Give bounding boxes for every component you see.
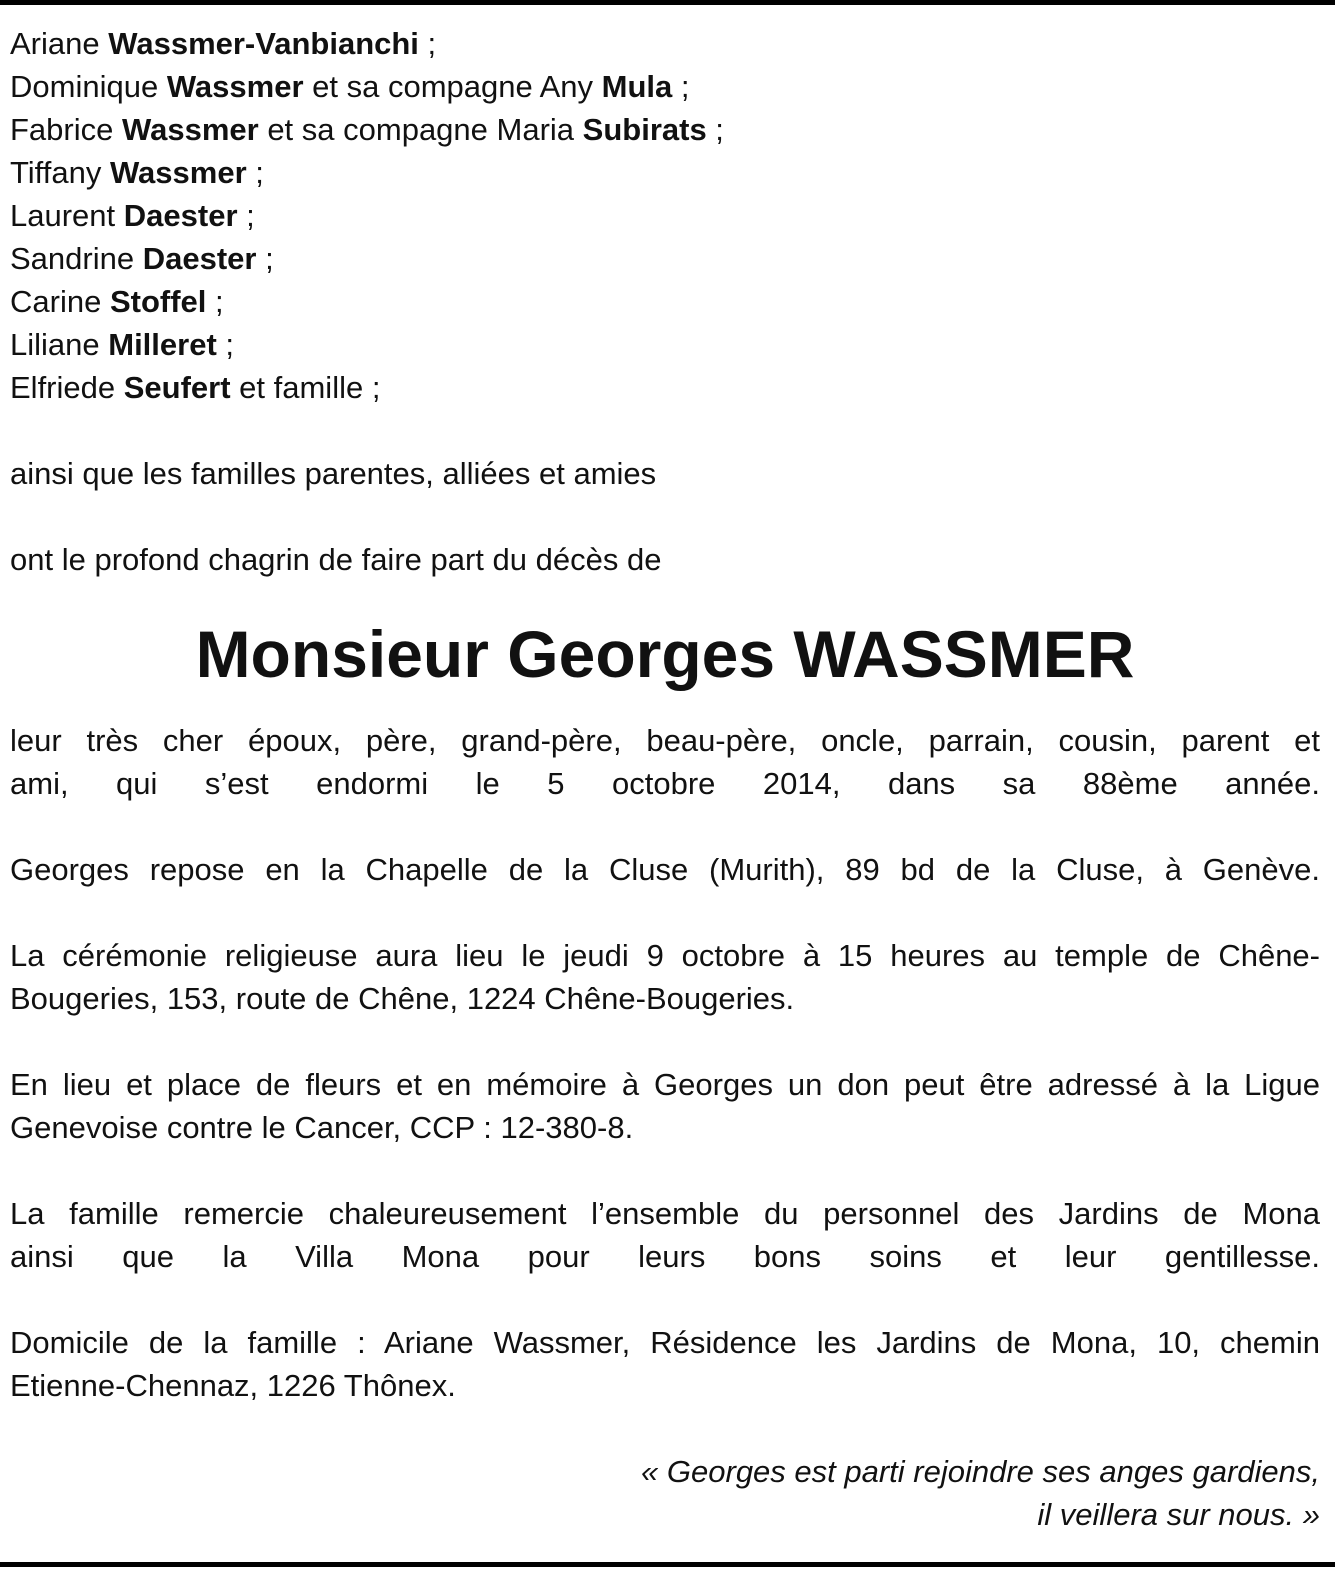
obituary-notice — [10, 22, 1320, 1536]
family-member: Sandrine Daester ; — [10, 241, 274, 276]
ceremony-paragraph-line: Bougeries, 153, route de Chêne, 1224 Chêne-Bougeries. — [10, 981, 795, 1016]
family-member: Carine Stoffel ; — [10, 284, 224, 319]
domicile-paragraph-line: Domicile de la famille : Ariane Wassmer, Résidence les Jardins de Mona, 10, chemin — [10, 1325, 1320, 1360]
closing-quote-line: « Georges est parti rejoindre ses anges gardiens, — [641, 1454, 1320, 1489]
bottom-rule — [0, 1562, 1335, 1567]
family-list — [10, 22, 1320, 409]
top-rule — [0, 0, 1335, 5]
deceased-name: Monsieur Georges WASSMER — [195, 617, 1135, 691]
allies-line: ainsi que les familles parentes, alliées et amies — [10, 456, 657, 491]
closing-quote-line: il veillera sur nous. » — [1037, 1497, 1320, 1532]
family-member: Laurent Daester ; — [10, 198, 255, 233]
repose-paragraph: Georges repose en la Chapelle de la Cluse (Murith), 89 bd de la Cluse, à Genève. — [10, 852, 1320, 887]
donation-paragraph-line: Genevoise contre le Cancer, CCP : 12-380-8. — [10, 1110, 634, 1145]
family-member: Liliane Milleret ; — [10, 327, 235, 362]
thanks-paragraph-line: ainsi que la Villa Mona pour leurs bons soins et leur gentillesse. — [10, 1239, 1320, 1274]
family-member: Dominique Wassmer et sa compagne Any Mula ; — [10, 69, 690, 104]
family-member: Tiffany Wassmer ; — [10, 155, 264, 190]
domicile-paragraph-line: Etienne-Chennaz, 1226 Thônex. — [10, 1368, 456, 1403]
tribute-paragraph-line: ami, qui s’est endormi le 5 octobre 2014, dans sa 88ème année. — [10, 766, 1320, 801]
family-member: Ariane Wassmer-Vanbianchi ; — [10, 26, 437, 61]
thanks-paragraph-line: La famille remercie chaleureusement l’ensemble du personnel des Jardins de Mona — [10, 1196, 1320, 1231]
donation-paragraph-line: En lieu et place de fleurs et en mémoire à Georges un don peut être adressé à la Ligue — [10, 1067, 1320, 1102]
family-member: Elfriede Seufert et famille ; — [10, 370, 381, 405]
tribute-paragraph-line: leur très cher époux, père, grand-père, beau-père, oncle, parrain, cousin, parent et — [10, 723, 1320, 758]
announcement-line: ont le profond chagrin de faire part du décès de — [10, 542, 662, 577]
family-member: Fabrice Wassmer et sa compagne Maria Subirats ; — [10, 112, 724, 147]
ceremony-paragraph-line: La cérémonie religieuse aura lieu le jeudi 9 octobre à 15 heures au temple de Chêne- — [10, 938, 1320, 973]
